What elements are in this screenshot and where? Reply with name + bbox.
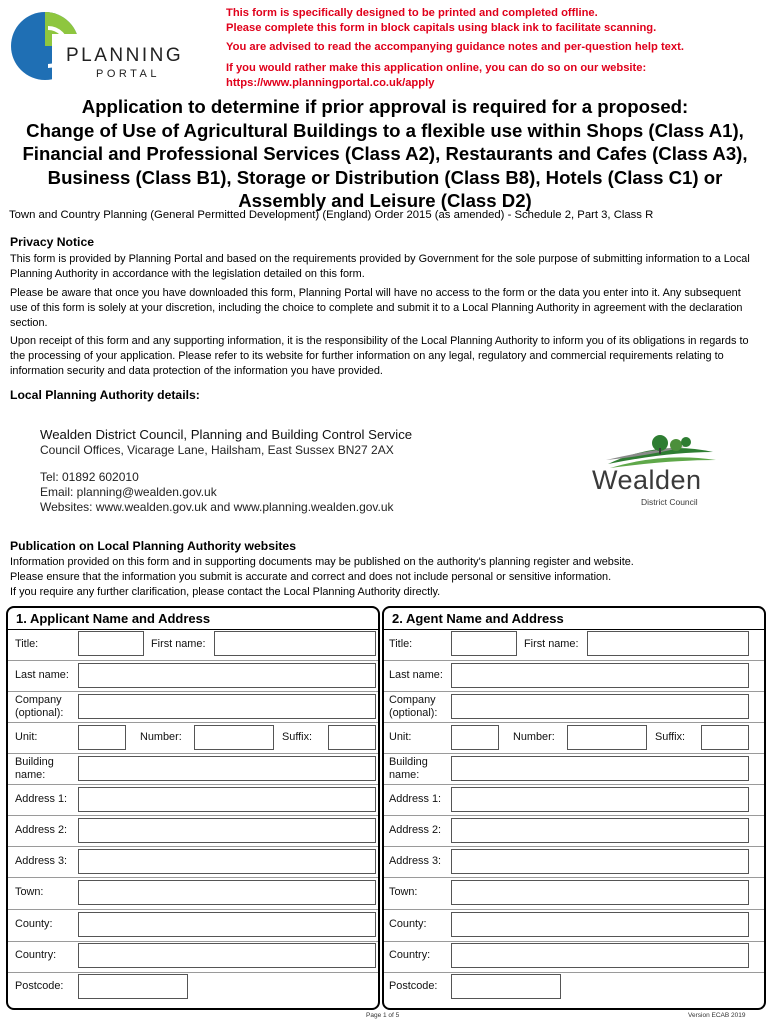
logo-text-portal: PORTAL [96, 68, 160, 80]
agent-county-label: County: [389, 918, 427, 930]
applicant-postcode-field[interactable] [78, 974, 188, 999]
applicant-number-field[interactable] [194, 725, 274, 750]
privacy-paragraph-1: This form is provided by Planning Portal and based on the requirements provided by Government for the sole purpose of submitting information to a Local Planning Authority in accordance with the legislation detailed on this form. [10, 253, 750, 280]
page-title [0, 95, 770, 213]
agent-company-field[interactable] [451, 694, 749, 719]
agent-number-label: Number: [513, 731, 555, 743]
agent-unit-field[interactable] [451, 725, 499, 750]
title-line: Change of Use of Agricultural Buildings to a flexible use within Shops (Class A1), [26, 119, 744, 141]
lpa-heading: Local Planning Authority details: [10, 388, 200, 402]
notice-line: If you would rather make this application online, you can do so on our website: [226, 62, 647, 74]
online-notice [226, 61, 646, 91]
agent-postcode-label: Postcode: [389, 980, 438, 992]
applicant-last-name-field[interactable] [78, 663, 376, 688]
agent-title-field[interactable] [451, 631, 517, 656]
agent-town-field[interactable] [451, 880, 749, 905]
applicant-company-field[interactable] [78, 694, 376, 719]
agent-address1-field[interactable] [451, 787, 749, 812]
agent-first-name-field[interactable] [587, 631, 749, 656]
guidance-notice: You are advised to read the accompanying guidance notes and per-question help text. [226, 41, 684, 53]
lpa-tel: Tel: 01892 602010 [40, 470, 139, 484]
agent-last-name-label: Last name: [389, 669, 443, 681]
lpa-name: Wealden District Council, Planning and Building Control Service [40, 427, 413, 442]
logo-text-planning: PLANNING [66, 45, 184, 66]
applicant-town-label: Town: [15, 886, 44, 898]
agent-building-label: Building name: [389, 756, 428, 781]
title-line: Business (Class B1), Storage or Distribution (Class B8), Hotels (Class C1) or [47, 166, 723, 188]
privacy-paragraph-3: Upon receipt of this form and any supporting information, it is the responsibility of the Local Planning Authority to inform you of its obligations in regards to the processing of your application. Please refer to its website for further information on any legal, regulatory and commercial requirements relating to information security and data protection of the information you have provided. [10, 335, 749, 377]
applicant-title-label: Title: [15, 638, 39, 650]
version-label: Version ECAB 2019 [688, 1012, 746, 1019]
applicant-building-label: Building name: [15, 756, 54, 781]
publication-heading: Publication on Local Planning Authority websites [10, 539, 296, 553]
applicant-address3-label: Address 3: [15, 855, 68, 867]
apply-link[interactable]: https://www.planningportal.co.uk/apply [226, 77, 435, 89]
applicant-unit-label: Unit: [15, 731, 38, 743]
applicant-country-label: Country: [15, 949, 57, 961]
applicant-address1-label: Address 1: [15, 793, 68, 805]
applicant-first-name-label: First name: [151, 638, 206, 650]
agent-country-label: Country: [389, 949, 431, 961]
applicant-section [6, 606, 380, 1010]
privacy-paragraph-2: Please be aware that once you have downloaded this form, Planning Portal will have no access to the form or the data you enter into it. Any subsequent use of this form is solely at your discretion, including the choice to complete and submit it to a Local Planning Authority in agreement with the declaration section. [10, 287, 743, 329]
applicant-address2-label: Address 2: [15, 824, 68, 836]
applicant-country-field[interactable] [78, 943, 376, 968]
applicant-address2-field[interactable] [78, 818, 376, 843]
agent-address3-label: Address 3: [389, 855, 442, 867]
agent-suffix-label: Suffix: [655, 731, 686, 743]
applicant-last-name-label: Last name: [15, 669, 69, 681]
agent-section-title: 2. Agent Name and Address [392, 611, 564, 626]
agent-section [382, 606, 766, 1010]
applicant-town-field[interactable] [78, 880, 376, 905]
title-line: Financial and Professional Services (Class A2), Restaurants and Cafes (Class A3), [22, 143, 748, 164]
applicant-postcode-label: Postcode: [15, 980, 64, 992]
wealden-logo-text: Wealden [592, 465, 702, 495]
page-number: Page 1 of 5 [366, 1012, 400, 1019]
agent-country-field[interactable] [451, 943, 749, 968]
title-line: Application to determine if prior approval is required for a proposed: [81, 96, 689, 117]
agent-town-label: Town: [389, 886, 418, 898]
applicant-section-title: 1. Applicant Name and Address [16, 611, 211, 626]
applicant-address3-field[interactable] [78, 849, 376, 874]
agent-address2-label: Address 2: [389, 824, 442, 836]
notice-line: This form is specifically designed to be printed and completed offline. [226, 7, 598, 19]
privacy-heading: Privacy Notice [10, 235, 95, 249]
agent-unit-label: Unit: [389, 731, 412, 743]
applicant-building-field[interactable] [78, 756, 376, 781]
agent-postcode-field[interactable] [451, 974, 561, 999]
legislation-subtitle: Town and Country Planning (General Permitted Development) (England) Order 2015 (as amended) - Schedule 2, Part 3, Class R [9, 209, 654, 221]
lpa-details [40, 427, 412, 515]
publication-line: Information provided on this form and in supporting documents may be published on the authority's planning register and website. [10, 556, 634, 568]
applicant-first-name-field[interactable] [214, 631, 376, 656]
applicant-company-label: Company (optional): [15, 694, 64, 719]
offline-notice [226, 6, 656, 36]
agent-company-label: Company (optional): [389, 694, 438, 719]
wealden-logo-subtext: District Council [641, 497, 698, 507]
title-line: Assembly and Leisure (Class D2) [238, 190, 532, 211]
lpa-websites: Websites: www.wealden.gov.uk and www.planning.wealden.gov.uk [40, 500, 394, 514]
applicant-suffix-field[interactable] [328, 725, 376, 750]
agent-number-field[interactable] [567, 725, 647, 750]
agent-address2-field[interactable] [451, 818, 749, 843]
agent-title-label: Title: [389, 638, 413, 650]
applicant-address1-field[interactable] [78, 787, 376, 812]
applicant-county-label: County: [15, 918, 53, 930]
lpa-email: Email: planning@wealden.gov.uk [40, 485, 217, 499]
agent-last-name-field[interactable] [451, 663, 749, 688]
applicant-unit-field[interactable] [78, 725, 126, 750]
applicant-suffix-label: Suffix: [282, 731, 313, 743]
applicant-county-field[interactable] [78, 912, 376, 937]
agent-first-name-label: First name: [524, 638, 579, 650]
agent-county-field[interactable] [451, 912, 749, 937]
agent-address3-field[interactable] [451, 849, 749, 874]
planning-portal-logo [8, 8, 198, 88]
agent-suffix-field[interactable] [701, 725, 749, 750]
lpa-address: Council Offices, Vicarage Lane, Hailsham, East Sussex BN27 2AX [40, 443, 394, 457]
publication-text [10, 555, 758, 600]
applicant-title-field[interactable] [78, 631, 144, 656]
agent-address1-label: Address 1: [389, 793, 442, 805]
notice-line: Please complete this form in block capitals using black ink to facilitate scanning. [226, 22, 657, 34]
agent-building-field[interactable] [451, 756, 749, 781]
publication-line: If you require any further clarification, please contact the Local Planning Authority directly. [10, 586, 441, 598]
publication-line: Please ensure that the information you submit is accurate and correct and does not include personal or sensitive information. [10, 571, 612, 583]
applicant-number-label: Number: [140, 731, 182, 743]
